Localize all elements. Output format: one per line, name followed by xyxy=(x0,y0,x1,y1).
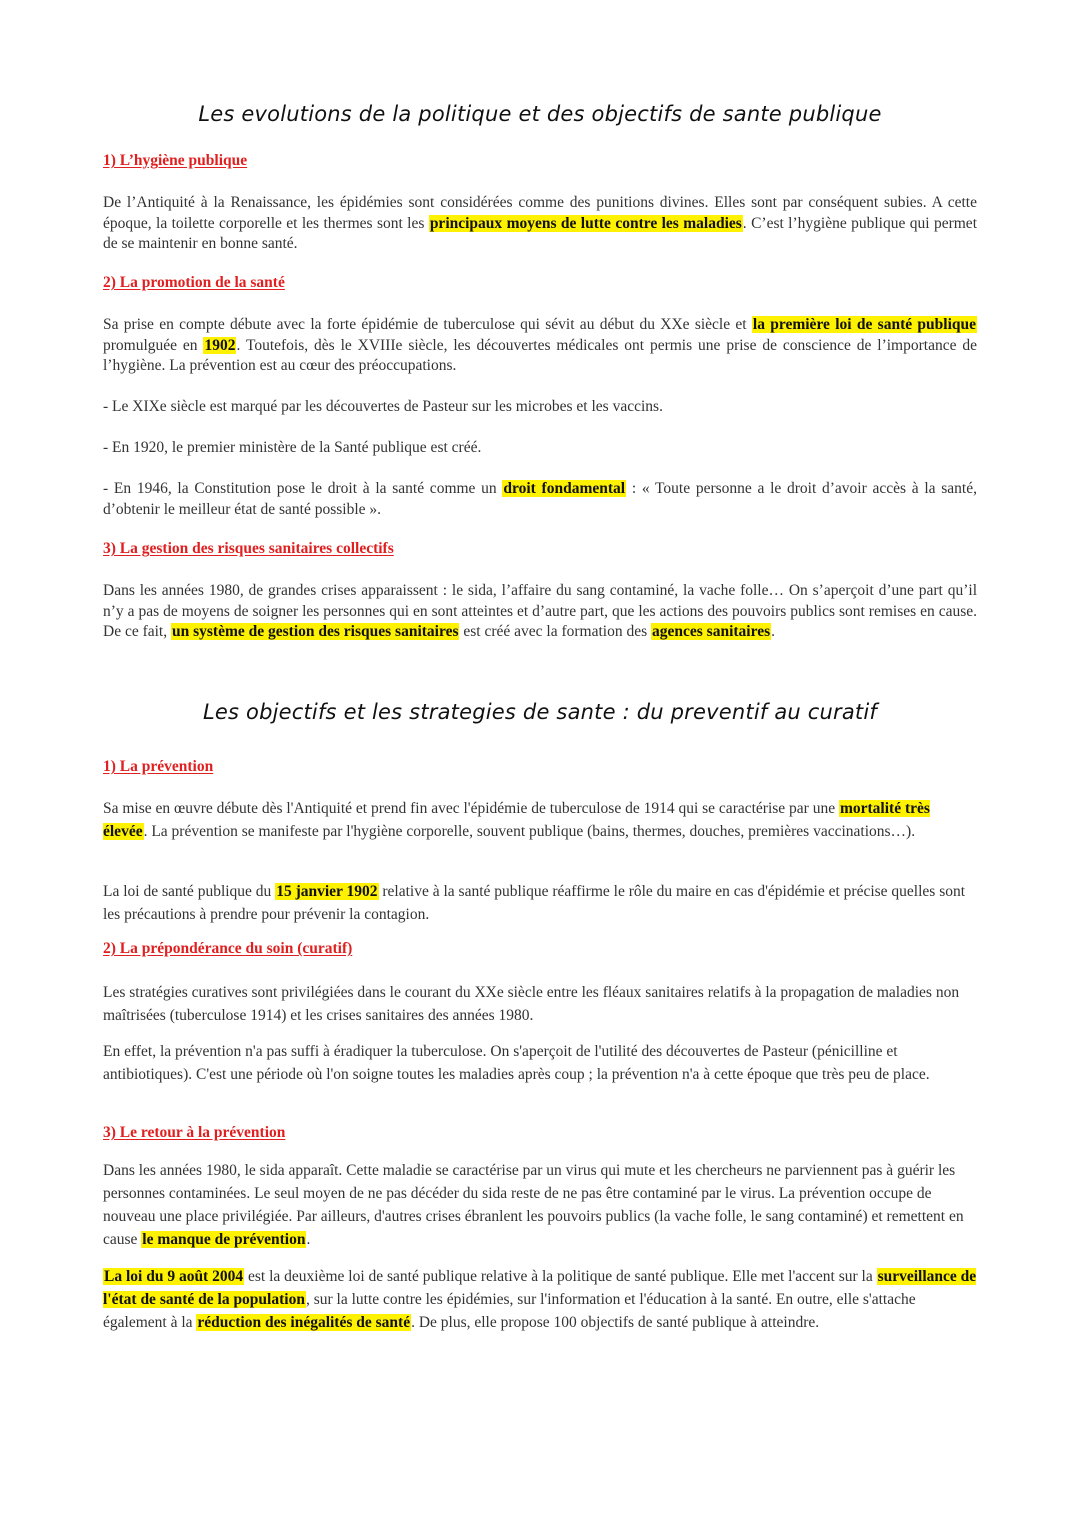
paragraph-promotion xyxy=(103,315,977,377)
paragraph-hygiene xyxy=(103,193,977,255)
text: . Toutefois, dès le XVIIIe siècle, les découvertes médicales ont permis une prise de conscience de l’importance de l’hygiène. La prévention est au cœur des préoccupations. xyxy=(103,336,977,374)
text: . C’est l’hygiène publique qui permet de se maintenir en bonne santé. xyxy=(103,214,977,252)
highlight: mortalité très élevée xyxy=(103,800,930,840)
heading-hygiene-publique: 1) L’hygiène publique xyxy=(103,152,248,169)
paragraph-gestion xyxy=(103,581,977,643)
highlight: 15 janvier 1902 xyxy=(276,883,378,900)
highlight: un système de gestion des risques sanitaires xyxy=(172,623,459,640)
paragraph-curatif: Les stratégies curatives sont privilégiées dans le courant du XXe siècle entre les fléaux sanitaires relatifs à la propagation de maladies non maîtrisées (tuberculose 1914) et les crises sanitaires des années 1980. xyxy=(103,984,960,1024)
text: promulguée en xyxy=(103,336,204,354)
text: Dans les années 1980, le sida apparaît. Cette maladie se caractérise par un virus qui mute et les chercheurs ne parviennent pas à guérir les personnes contaminées. Le seul moyen de ne pas décéder du sida reste de ne pas être contaminé par le virus. La prévention occupe de nouveau une place privilégiée. Par ailleurs, d'autres crises ébranlent les pouvoirs publics (la vache folle, le sang contaminé) et remettent en cause xyxy=(103,1162,964,1248)
highlight: surveillance de l'état de santé de la population xyxy=(103,1268,977,1308)
paragraph-en-effet: En effet, la prévention n'a pas suffi à éradiquer la tuberculose. On s'aperçoit de l'utilité des découvertes de Pasteur (pénicilline et antibiotiques). C'est une période où l'on soigne toutes les maladies après coup ; la prévention n'a à cette époque que très peu de place. xyxy=(103,1043,930,1083)
paragraph-loi-1902 xyxy=(103,880,977,926)
highlight: agences sanitaires xyxy=(652,623,771,640)
highlight: réduction des inégalités de santé xyxy=(197,1314,411,1331)
text: . xyxy=(306,1231,311,1248)
text: . La prévention se manifeste par l'hygiène corporelle, souvent publique (bains, thermes, douches, premières vaccinations…). xyxy=(143,823,916,840)
text: relative à la santé publique réaffirme le rôle du maire en cas d'épidémie et précise quelles sont les précautions à prendre pour prévenir la contagion. xyxy=(103,883,966,923)
highlight: principaux moyens de lutte contre les maladies xyxy=(429,214,742,232)
text: Sa mise en œuvre débute dès l'Antiquité et prend fin avec l'épidémie de tuberculose de 1914 qui se caractérise par une xyxy=(103,800,839,817)
paragraph-loi-2004 xyxy=(103,1265,977,1334)
paragraph-1946 xyxy=(103,479,977,520)
text: - En 1946, la Constitution pose le droit à la santé comme un xyxy=(103,480,503,497)
heading-preponderance-soin: 2) La prépondérance du soin (curatif) xyxy=(103,940,353,957)
text: . De plus, elle propose 100 objectifs de santé publique à atteindre. xyxy=(411,1314,820,1331)
highlight: le manque de prévention xyxy=(142,1231,306,1248)
highlight: droit fondamental xyxy=(503,480,626,497)
heading-retour-prevention: 3) Le retour à la prévention xyxy=(103,1124,286,1141)
text: est la deuxième loi de santé publique relative à la politique de santé publique. Elle met l'accent sur la xyxy=(244,1268,877,1285)
title-evolutions: Les evolutions de la politique et des objectifs de sante publique xyxy=(198,102,882,126)
text: : « Toute personne a le droit d’avoir accès à la santé, d’obtenir le meilleur état de santé possible ». xyxy=(103,480,977,518)
text: La loi de santé publique du xyxy=(103,883,276,900)
heading-promotion-sante: 2) La promotion de la santé xyxy=(103,274,285,291)
text: De l’Antiquité à la Renaissance, les épidémies sont considérées comme des punitions divines. Elles sont par conséquent subies. A cette époque, la toilette corporelle et les thermes sont les xyxy=(103,194,977,232)
text: Dans les années 1980, de grandes crises apparaissent : le sida, l’affaire du sang contaminé, la vache folle… On s’aperçoit d’une part qu’il n’y a pas de moyens de soigner les personnes qui en sont atteintes et d’autre part, que les actions des pouvoirs publics sont remises en cause. De ce fait, xyxy=(103,582,977,640)
paragraph-prevention xyxy=(103,797,977,843)
text: , sur la lutte contre les épidémies, sur l'information et l'éducation à la santé. En outre, elle s'attache également à la xyxy=(103,1291,916,1331)
text: Sa prise en compte débute avec la forte épidémie de tuberculose qui sévit au début du XXe siècle et xyxy=(103,316,752,333)
highlight: la première loi de santé publique xyxy=(752,316,976,333)
text: . xyxy=(771,623,775,640)
heading-prevention: 1) La prévention xyxy=(103,758,214,775)
highlight: 1902 xyxy=(204,336,236,354)
text: est créé avec la formation des xyxy=(459,623,651,640)
paragraph-xixe: - Le XIXe siècle est marqué par les découvertes de Pasteur sur les microbes et les vaccins. xyxy=(103,398,663,415)
paragraph-1920: - En 1920, le premier ministère de la Santé publique est créé. xyxy=(103,439,482,456)
paragraph-sida xyxy=(103,1159,977,1251)
title-objectifs: Les objectifs et les strategies de sante : du preventif au curatif xyxy=(202,700,877,724)
heading-gestion-risques: 3) La gestion des risques sanitaires collectifs xyxy=(103,540,394,557)
highlight: La loi du 9 août 2004 xyxy=(104,1268,244,1285)
